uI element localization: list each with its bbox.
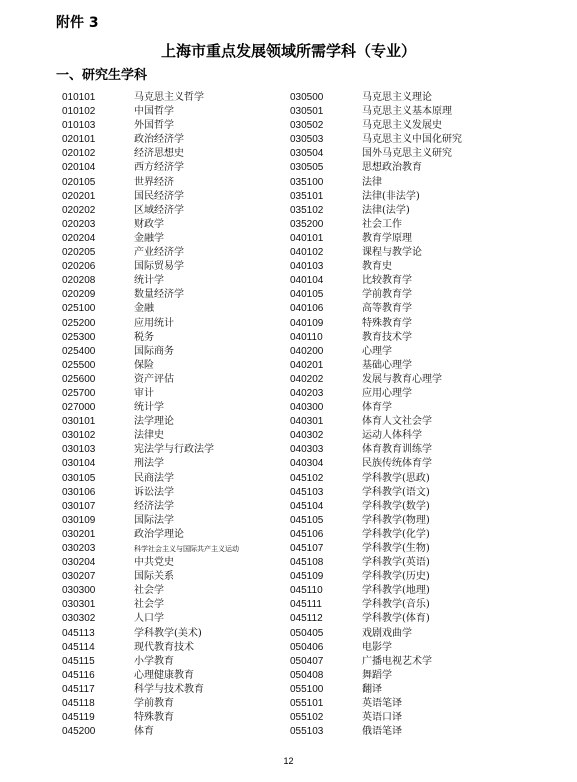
list-item xyxy=(290,584,462,598)
list-item xyxy=(62,288,239,302)
list-item xyxy=(62,598,239,612)
list-item xyxy=(290,528,462,542)
list-item xyxy=(290,274,462,288)
discipline-name: 舞蹈学 xyxy=(362,669,392,681)
discipline-code: 030301 xyxy=(62,599,96,611)
discipline-code: 045111 xyxy=(290,599,322,611)
discipline-name: 运动人体科学 xyxy=(362,430,422,442)
discipline-name: 产业经济学 xyxy=(134,247,184,259)
discipline-code: 030504 xyxy=(290,148,324,160)
list-item xyxy=(290,697,462,711)
discipline-code: 025500 xyxy=(62,359,96,371)
list-item xyxy=(62,641,239,655)
discipline-name: 人口学 xyxy=(134,613,164,625)
discipline-code: 025400 xyxy=(62,345,96,357)
list-item xyxy=(290,204,462,218)
discipline-code: 030204 xyxy=(62,557,96,569)
list-item xyxy=(290,190,462,204)
list-item xyxy=(290,542,462,556)
discipline-code: 030203 xyxy=(62,543,96,554)
discipline-name: 应用心理学 xyxy=(362,387,412,399)
document-title: 上海市重点发展领域所需学科（专业） xyxy=(160,42,416,60)
discipline-code: 045107 xyxy=(290,543,324,554)
discipline-code: 045116 xyxy=(62,669,95,681)
discipline-code: 030503 xyxy=(290,134,324,146)
discipline-name: 国外马克思主义研究 xyxy=(362,148,452,160)
discipline-code: 010101 xyxy=(62,92,96,103)
list-item xyxy=(62,669,239,683)
list-item xyxy=(290,401,462,415)
discipline-name: 体育 xyxy=(134,726,154,738)
list-item xyxy=(62,302,239,316)
list-item xyxy=(290,105,462,119)
discipline-code: 040109 xyxy=(290,317,324,329)
discipline-name: 教育技术学 xyxy=(362,331,412,343)
discipline-name: 马克思主义理论 xyxy=(362,92,432,103)
discipline-name: 广播电视艺术学 xyxy=(362,655,432,667)
discipline-code: 030500 xyxy=(290,92,324,103)
discipline-name: 法律(非法学) xyxy=(362,190,420,202)
discipline-name: 思想政治教育 xyxy=(362,162,422,174)
discipline-name: 心理健康教育 xyxy=(134,669,194,681)
list-item xyxy=(62,472,239,486)
discipline-code: 045118 xyxy=(62,698,95,710)
list-item xyxy=(62,176,239,190)
discipline-name: 学科教学(体育) xyxy=(362,613,430,625)
list-item xyxy=(290,457,462,471)
discipline-name: 国际关系 xyxy=(134,571,174,583)
discipline-name: 统计学 xyxy=(134,402,164,414)
list-item xyxy=(290,612,462,626)
discipline-code: 020202 xyxy=(62,204,96,216)
discipline-name: 中共党史 xyxy=(134,557,174,569)
discipline-name: 体育人文社会学 xyxy=(362,416,432,428)
list-item xyxy=(62,331,239,345)
list-item xyxy=(62,147,239,161)
discipline-name: 特殊教育 xyxy=(134,712,174,724)
discipline-name: 刑法学 xyxy=(134,458,164,470)
section-heading: 一、研究生学科 xyxy=(56,68,148,83)
list-item xyxy=(290,415,462,429)
discipline-name: 学前教育学 xyxy=(362,289,412,301)
discipline-name: 中国哲学 xyxy=(134,106,174,118)
list-item xyxy=(290,302,462,316)
discipline-code: 030103 xyxy=(62,444,96,456)
list-item xyxy=(62,500,239,514)
discipline-code: 025100 xyxy=(62,303,96,315)
list-item xyxy=(62,260,239,274)
discipline-code: 055103 xyxy=(290,726,324,738)
list-item xyxy=(290,514,462,528)
list-item xyxy=(62,274,239,288)
list-item xyxy=(62,246,239,260)
list-item xyxy=(62,401,239,415)
list-item xyxy=(290,260,462,274)
discipline-code: 040300 xyxy=(290,402,324,414)
discipline-code: 045119 xyxy=(62,712,95,724)
list-item xyxy=(290,119,462,133)
discipline-code: 055100 xyxy=(290,683,324,695)
discipline-code: 045108 xyxy=(290,557,324,569)
list-item xyxy=(290,161,462,175)
discipline-code: 020203 xyxy=(62,218,96,230)
discipline-name: 教育学原理 xyxy=(362,232,412,244)
discipline-code: 030109 xyxy=(62,514,96,526)
list-item xyxy=(62,542,239,556)
discipline-name: 比较教育学 xyxy=(362,275,412,287)
list-item xyxy=(290,570,462,584)
list-item xyxy=(62,514,239,528)
list-item xyxy=(290,373,462,387)
discipline-code: 030501 xyxy=(290,106,324,118)
discipline-code: 045117 xyxy=(62,683,95,695)
discipline-code: 040105 xyxy=(290,289,324,301)
discipline-name: 戏剧戏曲学 xyxy=(362,627,412,639)
discipline-name: 法律(法学) xyxy=(362,204,410,216)
discipline-code: 030104 xyxy=(62,458,96,470)
discipline-name: 应用统计 xyxy=(134,317,174,329)
discipline-code: 030107 xyxy=(62,500,96,512)
list-item xyxy=(62,627,239,641)
discipline-name: 学科教学(思政) xyxy=(362,472,430,484)
discipline-name: 法学理论 xyxy=(134,416,174,428)
discipline-code: 030207 xyxy=(62,571,96,583)
discipline-name: 心理学 xyxy=(362,345,392,357)
list-item xyxy=(290,133,462,147)
discipline-code: 040102 xyxy=(290,247,324,259)
list-item xyxy=(62,655,239,669)
list-item xyxy=(62,345,239,359)
discipline-name: 社会工作 xyxy=(362,218,402,230)
list-item xyxy=(62,119,239,133)
discipline-code: 035102 xyxy=(290,204,324,216)
list-item xyxy=(290,655,462,669)
discipline-name: 统计学 xyxy=(134,275,164,287)
discipline-name: 金融 xyxy=(134,303,154,315)
discipline-code: 020206 xyxy=(62,261,96,273)
discipline-name: 诉讼法学 xyxy=(134,486,174,498)
discipline-name: 马克思主义发展史 xyxy=(362,120,442,132)
discipline-code: 040301 xyxy=(290,416,324,428)
discipline-code: 050408 xyxy=(290,669,324,681)
list-item xyxy=(290,711,462,725)
discipline-code: 045109 xyxy=(290,571,324,583)
discipline-code: 050406 xyxy=(290,641,324,653)
discipline-name: 电影学 xyxy=(362,641,392,653)
list-item xyxy=(290,429,462,443)
list-item xyxy=(290,472,462,486)
discipline-code: 030106 xyxy=(62,486,96,498)
discipline-code: 045104 xyxy=(290,500,324,512)
discipline-code: 055101 xyxy=(290,698,324,710)
list-item xyxy=(290,317,462,331)
list-item xyxy=(62,204,239,218)
discipline-name: 民商法学 xyxy=(134,472,174,484)
discipline-name: 翻译 xyxy=(362,683,382,695)
discipline-name: 法律史 xyxy=(134,430,164,442)
discipline-code: 020204 xyxy=(62,232,96,244)
list-item xyxy=(62,373,239,387)
list-item xyxy=(62,683,239,697)
discipline-name: 数量经济学 xyxy=(134,289,184,301)
list-item xyxy=(290,359,462,373)
discipline-code: 040202 xyxy=(290,373,324,385)
discipline-name: 体育学 xyxy=(362,402,392,414)
discipline-name: 学科教学(语文) xyxy=(362,486,430,498)
list-item xyxy=(290,598,462,612)
discipline-code: 040303 xyxy=(290,444,324,456)
discipline-name: 学科教学(物理) xyxy=(362,514,430,526)
discipline-name: 经济法学 xyxy=(134,500,174,512)
discipline-code: 020102 xyxy=(62,148,96,160)
list-item xyxy=(290,500,462,514)
discipline-name: 教育史 xyxy=(362,261,392,273)
discipline-name: 政治经济学 xyxy=(134,134,184,146)
list-item xyxy=(290,331,462,345)
discipline-name: 高等教育学 xyxy=(362,303,412,315)
discipline-name: 审计 xyxy=(134,387,154,399)
discipline-code: 030502 xyxy=(290,120,324,132)
list-item xyxy=(62,190,239,204)
discipline-name: 经济思想史 xyxy=(134,148,184,160)
discipline-code: 040101 xyxy=(290,232,324,244)
list-item xyxy=(290,288,462,302)
discipline-code: 025700 xyxy=(62,387,96,399)
list-item xyxy=(62,570,239,584)
discipline-code: 035100 xyxy=(290,176,324,188)
discipline-name: 学科教学(数学) xyxy=(362,500,430,512)
discipline-code: 030102 xyxy=(62,430,96,442)
discipline-code: 025600 xyxy=(62,373,96,385)
discipline-name: 资产评估 xyxy=(134,373,174,385)
page-number: 12 xyxy=(283,756,294,766)
discipline-code: 030302 xyxy=(62,613,96,625)
discipline-name: 保险 xyxy=(134,359,154,371)
list-item xyxy=(62,429,239,443)
left-column xyxy=(62,91,239,739)
discipline-code: 020209 xyxy=(62,289,96,301)
list-item xyxy=(62,415,239,429)
list-item xyxy=(290,147,462,161)
list-item xyxy=(290,683,462,697)
discipline-name: 国际法学 xyxy=(134,514,174,526)
list-item xyxy=(62,612,239,626)
discipline-code: 020101 xyxy=(62,134,96,146)
discipline-name: 体育教育训练学 xyxy=(362,444,432,456)
discipline-code: 040203 xyxy=(290,387,324,399)
discipline-name: 外国哲学 xyxy=(134,120,174,132)
list-item xyxy=(290,725,462,739)
discipline-name: 学科教学(美术) xyxy=(134,627,202,639)
discipline-code: 027000 xyxy=(62,402,96,414)
list-item xyxy=(290,669,462,683)
discipline-code: 035200 xyxy=(290,218,324,230)
list-item xyxy=(62,133,239,147)
list-item xyxy=(290,641,462,655)
list-item xyxy=(290,627,462,641)
discipline-name: 现代教育技术 xyxy=(134,641,194,653)
discipline-code: 045112 xyxy=(290,613,323,625)
discipline-name: 国民经济学 xyxy=(134,190,184,202)
discipline-name: 学前教育 xyxy=(134,698,174,710)
discipline-code: 040302 xyxy=(290,430,324,442)
list-item xyxy=(290,443,462,457)
discipline-name: 学科教学(英语) xyxy=(362,557,430,569)
discipline-name: 西方经济学 xyxy=(134,162,184,174)
discipline-code: 020104 xyxy=(62,162,96,174)
discipline-code: 045200 xyxy=(62,726,96,738)
discipline-name: 国际商务 xyxy=(134,345,174,357)
discipline-name: 政治学理论 xyxy=(134,528,184,540)
list-item xyxy=(62,584,239,598)
discipline-name: 财政学 xyxy=(134,218,164,230)
list-item xyxy=(290,232,462,246)
discipline-code: 020105 xyxy=(62,176,96,188)
discipline-code: 035101 xyxy=(290,190,324,202)
discipline-code: 055102 xyxy=(290,712,324,724)
discipline-code: 030105 xyxy=(62,472,96,484)
discipline-code: 040304 xyxy=(290,458,324,470)
discipline-name: 税务 xyxy=(134,331,154,343)
list-item xyxy=(62,556,239,570)
discipline-code: 045103 xyxy=(290,486,324,498)
discipline-name: 英语笔译 xyxy=(362,698,402,710)
list-item xyxy=(62,387,239,401)
discipline-name: 学科教学(音乐) xyxy=(362,599,430,611)
list-item xyxy=(290,556,462,570)
list-item xyxy=(62,697,239,711)
discipline-name: 马克思主义中国化研究 xyxy=(362,134,462,146)
discipline-name: 学科教学(历史) xyxy=(362,571,430,583)
list-item xyxy=(290,387,462,401)
list-item xyxy=(290,246,462,260)
list-item xyxy=(62,232,239,246)
discipline-code: 045106 xyxy=(290,528,324,540)
discipline-code: 040103 xyxy=(290,261,324,273)
list-item xyxy=(62,317,239,331)
discipline-code: 050405 xyxy=(290,627,324,639)
discipline-code: 045110 xyxy=(290,585,323,597)
discipline-list xyxy=(0,91,577,751)
discipline-code: 040200 xyxy=(290,345,324,357)
discipline-code: 045115 xyxy=(62,655,95,667)
list-item xyxy=(290,176,462,190)
discipline-name: 课程与教学论 xyxy=(362,247,422,259)
discipline-code: 045113 xyxy=(62,627,95,639)
right-column xyxy=(290,91,462,739)
list-item xyxy=(62,91,239,105)
discipline-name: 基础心理学 xyxy=(362,359,412,371)
discipline-name: 国际贸易学 xyxy=(134,261,184,273)
list-item xyxy=(290,345,462,359)
discipline-name: 科学与技术教育 xyxy=(134,683,204,695)
discipline-code: 030201 xyxy=(62,528,96,540)
discipline-code: 010103 xyxy=(62,120,96,132)
discipline-name: 俄语笔译 xyxy=(362,726,402,738)
discipline-name: 金融学 xyxy=(134,232,164,244)
discipline-code: 020205 xyxy=(62,247,96,259)
discipline-code: 040201 xyxy=(290,359,324,371)
list-item xyxy=(62,711,239,725)
discipline-code: 030505 xyxy=(290,162,324,174)
discipline-name: 法律 xyxy=(362,176,382,188)
discipline-code: 040110 xyxy=(290,331,323,343)
list-item xyxy=(62,528,239,542)
list-item xyxy=(290,218,462,232)
discipline-name: 马克思主义哲学 xyxy=(134,92,204,103)
discipline-name: 区域经济学 xyxy=(134,204,184,216)
list-item xyxy=(62,161,239,175)
discipline-name: 学科教学(化学) xyxy=(362,528,430,540)
discipline-code: 045102 xyxy=(290,472,324,484)
discipline-code: 020208 xyxy=(62,275,96,287)
discipline-name: 科学社会主义与国际共产主义运动 xyxy=(134,545,239,553)
discipline-name: 小学教育 xyxy=(134,655,174,667)
discipline-code: 030101 xyxy=(62,416,96,428)
discipline-code: 025300 xyxy=(62,331,96,343)
discipline-code: 040106 xyxy=(290,303,324,315)
discipline-code: 045105 xyxy=(290,514,324,526)
list-item xyxy=(290,91,462,105)
list-item xyxy=(62,725,239,739)
discipline-code: 025200 xyxy=(62,317,96,329)
list-item xyxy=(62,105,239,119)
discipline-name: 社会学 xyxy=(134,585,164,597)
discipline-name: 特殊教育学 xyxy=(362,317,412,329)
discipline-code: 050407 xyxy=(290,655,324,667)
list-item xyxy=(62,457,239,471)
discipline-name: 学科教学(地理) xyxy=(362,585,430,597)
discipline-name: 宪法学与行政法学 xyxy=(134,444,214,456)
discipline-name: 民族传统体育学 xyxy=(362,458,432,470)
discipline-code: 045114 xyxy=(62,641,95,653)
discipline-code: 040104 xyxy=(290,275,324,287)
discipline-code: 030300 xyxy=(62,585,96,597)
discipline-name: 学科教学(生物) xyxy=(362,543,430,554)
list-item xyxy=(62,218,239,232)
list-item xyxy=(62,486,239,500)
discipline-name: 社会学 xyxy=(134,599,164,611)
discipline-name: 马克思主义基本原理 xyxy=(362,106,452,118)
attachment-label: 附件 3 xyxy=(56,15,99,31)
discipline-code: 010102 xyxy=(62,106,96,118)
list-item xyxy=(62,359,239,373)
list-item xyxy=(290,486,462,500)
discipline-name: 英语口译 xyxy=(362,712,402,724)
list-item xyxy=(62,443,239,457)
discipline-code: 020201 xyxy=(62,190,96,202)
discipline-name: 发展与教育心理学 xyxy=(362,373,442,385)
discipline-name: 世界经济 xyxy=(134,176,174,188)
